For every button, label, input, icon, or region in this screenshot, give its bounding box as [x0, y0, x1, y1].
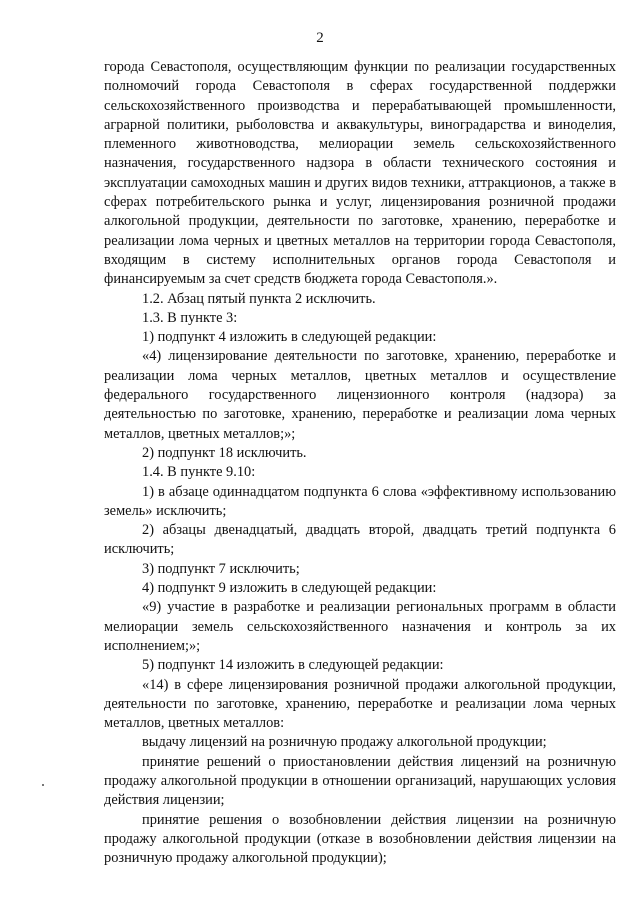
paragraph: 2) подпункт 18 исключить.	[142, 444, 307, 461]
paragraph: выдачу лицензий на розничную продажу алкогольной продукции;	[142, 734, 547, 751]
scan-speck	[42, 784, 44, 786]
paragraph: принятие решений о приостановлении действия лицензий на розничную продажу алкогольной продукции в отношении организаций, нарушающих условия действия лицензии;	[104, 753, 616, 809]
paragraph: принятие решения о возобновлении действия лицензии на розничную продажу алкогольной продукции (отказе в возобновлении действия лицензии на розничную продажу алкогольной продукции);	[104, 811, 616, 867]
paragraph: 1) подпункт 4 изложить в следующей редакции:	[142, 329, 437, 346]
paragraph: 1) в абзаце одиннадцатом подпункта 6 слова «эффективному использованию земель» исключить;	[104, 483, 616, 519]
paragraph: «4) лицензирование деятельности по заготовке, хранению, переработке и реализации лома черных металлов, цветных металлов и осуществление федерального государственного лицензионного контроля (надзора) за деятельностью по заготовке, хранению, переработке и реализации лома черных металлов, цветных металлов;»;	[104, 348, 616, 442]
paragraph: 1.2. Абзац пятый пункта 2 исключить.	[142, 290, 376, 307]
document-body	[104, 58, 616, 868]
paragraph: 1.4. В пункте 9.10:	[142, 464, 256, 481]
paragraph: 1.3. В пункте 3:	[142, 309, 238, 326]
paragraph: 4) подпункт 9 изложить в следующей редакции:	[142, 580, 437, 597]
paragraph: 2) абзацы двенадцатый, двадцать второй, двадцать третий подпункта 6 исключить;	[104, 522, 616, 558]
paragraph: «14) в сфере лицензирования розничной продажи алкогольной продукции, деятельности по заготовке, хранению, переработке и реализации лома черных металлов, цветных металлов:	[104, 676, 616, 732]
paragraph: 3) подпункт 7 исключить;	[142, 560, 300, 577]
paragraph: 5) подпункт 14 изложить в следующей редакции:	[142, 657, 444, 674]
paragraph: города Севастополя, осуществляющим функции по реализации государственных полномочий города Севастополя в сферах государственной поддержки сельскохозяйственного производства и перерабатывающей промышленности, аграрной политики, рыболовства и аквакультуры, виноградарства и виноделия, племенного животноводства, мелиорации земель сельскохозяйственного назначения, государственного надзора в области технического состояния и эксплуатации самоходных машин и других видов техники, аттракционов, а также в сферах потребительского рынка и услуг, лицензирования розничной продажи алкогольной продукции, деятельности по заготовке, хранению, переработке и реализации лома черных и цветных металлов на территории города Севастополя, входящим в систему исполнительных органов города Севастополя и финансируемым за счет средств бюджета города Севастополя.».	[104, 59, 616, 288]
paragraph: «9) участие в разработке и реализации региональных программ в области мелиорации земель сельскохозяйственного назначения и контроль за их исполнением;»;	[104, 599, 616, 654]
page-number: 2	[316, 30, 324, 46]
